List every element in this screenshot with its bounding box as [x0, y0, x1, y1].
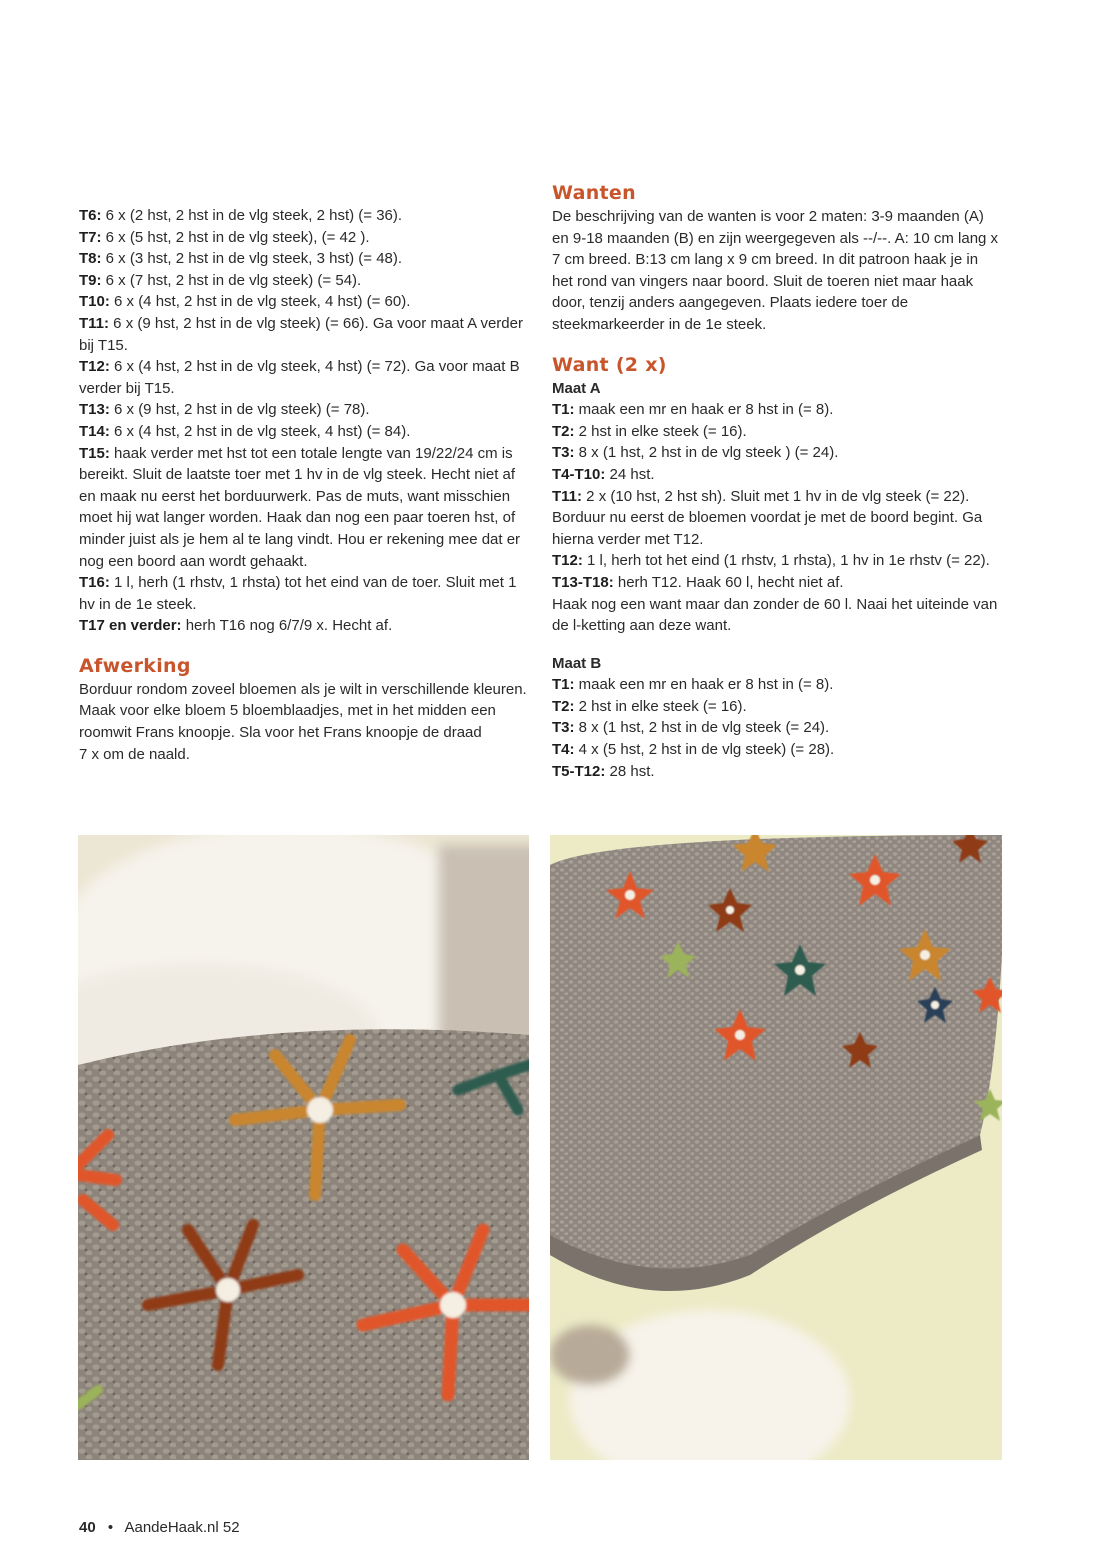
round-text: 6 x (9 hst, 2 hst in de vlg steek) (= 66). Ga voor maat A verder bij T15. — [79, 314, 523, 354]
round-text: herh T12. Haak 60 l, hecht niet af. — [613, 573, 844, 591]
round-text: 6 x (4 hst, 2 hst in de vlg steek, 4 hst) (= 60). — [109, 293, 411, 311]
round-row — [552, 550, 1002, 572]
afwerking-text-end: 7 x om de naald. — [79, 745, 190, 763]
photo-mitten — [550, 835, 1002, 1460]
left-column — [79, 205, 529, 765]
round-key: T12: — [79, 358, 110, 376]
round-text: maak een mr en haak er 8 hst in (= 8). — [574, 676, 834, 694]
hat-rounds-list — [79, 205, 529, 637]
page-number: 40 — [79, 1519, 96, 1536]
wanten-intro: De beschrijving van de wanten is voor 2 maten: 3-9 maanden (A) en 9-18 maanden (B) en zijn weergegeven als --/--. A: 10 cm lang x 7 cm breed. B:13 cm lang x 9 cm breed. In dit patroon haak je in het rond van vingers naar boord. Sluit de toeren niet maar haak door, tenzij anders aangegeven. Plaats iedere toer de steekmarkeerder in de 1e steek. — [552, 208, 999, 333]
round-text: 8 x (1 hst, 2 hst in de vlg steek (= 24). — [574, 719, 830, 737]
round-key: T16: — [79, 574, 110, 592]
afwerking-heading: Afwerking — [79, 654, 191, 677]
round-key: T2: — [552, 697, 575, 715]
round-row — [79, 313, 529, 356]
want-heading: Want (2 x) — [552, 353, 667, 376]
round-row — [79, 291, 529, 313]
afwerking-text: Borduur rondom zoveel bloemen als je wilt in verschillende kleuren. Maak voor elke bloem 5 bloemblaadjes, met in het midden een roomwit Frans knoopje. Sla voor het Frans knoopje de draad — [79, 680, 527, 742]
round-row — [79, 421, 529, 443]
round-key: T15: — [79, 444, 110, 462]
round-row — [552, 421, 1002, 443]
round-text: 6 x (7 hst, 2 hst in de vlg steek) (= 54). — [101, 271, 362, 289]
round-text: 6 x (5 hst, 2 hst in de vlg steek), (= 42 ). — [101, 228, 370, 246]
round-row — [79, 399, 529, 421]
round-text: 8 x (1 hst, 2 hst in de vlg steek ) (= 24). — [574, 444, 839, 462]
round-text: 1 l, herh (1 rhstv, 1 rhsta) tot het eind van de toer. Sluit met 1 hv in de 1e steek. — [79, 574, 517, 613]
round-text: 2 hst in elke steek (= 16). — [574, 697, 747, 715]
round-row — [79, 356, 529, 399]
round-row — [552, 486, 1002, 508]
maat-a-end: Haak nog een want maar dan zonder de 60 l. Naai het uiteinde van de l-ketting aan deze want. — [552, 595, 998, 635]
round-row — [79, 270, 529, 292]
round-key: T13: — [79, 401, 110, 419]
round-row — [552, 717, 1002, 739]
round-key: T17 en verder: — [79, 617, 182, 635]
round-row — [79, 572, 529, 615]
round-key: T7: — [79, 228, 102, 246]
page-footer — [79, 1519, 240, 1536]
round-text: 2 x (10 hst, 2 hst sh). Sluit met 1 hv in de vlg steek (= 22). — [582, 487, 970, 505]
round-row — [79, 227, 529, 249]
photo-hat-closeup — [78, 835, 529, 1460]
round-key: T11: — [552, 487, 583, 505]
round-row — [552, 761, 1002, 783]
round-text: 6 x (4 hst, 2 hst in de vlg steek, 4 hst) (= 84). — [109, 422, 411, 440]
magazine-name: AandeHaak.nl 52 — [124, 1519, 240, 1536]
round-key: T8: — [79, 250, 102, 268]
round-text: herh T16 nog 6/7/9 x. Hecht af. — [181, 617, 393, 635]
round-row — [552, 442, 1002, 464]
round-row — [552, 696, 1002, 718]
round-key: T9: — [79, 271, 102, 289]
round-row — [79, 205, 529, 227]
round-row — [552, 399, 1002, 421]
round-key: T6: — [79, 207, 102, 224]
round-key: T2: — [552, 422, 575, 440]
round-text: 6 x (2 hst, 2 hst in de vlg steek, 2 hst) (= 36). — [101, 207, 403, 224]
round-row — [552, 739, 1002, 761]
maat-a-heading: Maat A — [552, 379, 601, 397]
maat-a-rounds-2 — [552, 550, 1002, 593]
round-row — [79, 443, 529, 573]
round-key: T3: — [552, 719, 575, 737]
round-row — [552, 572, 1002, 594]
round-text: 6 x (4 hst, 2 hst in de vlg steek, 4 hst) (= 72). Ga voor maat B verder bij T15. — [79, 358, 520, 397]
round-text: 2 hst in elke steek (= 16). — [574, 422, 747, 440]
round-key: T11: — [79, 314, 110, 332]
round-text: 6 x (3 hst, 2 hst in de vlg steek, 3 hst) (= 48). — [101, 250, 403, 268]
round-text: haak verder met hst tot een totale lengte van 19/22/24 cm is bereikt. Sluit de laatste toer met 1 hv in de vlg steek. Hecht niet af en maak nu eerst het borduurwerk. Pas de muts, want misschien moet hij wat langer worden. Haak dan nog een paar toeren hst, of minder juist als je hem al te lang vindt. Hou er rekening mee dat er nog een boord aan wordt gehaakt. — [79, 444, 521, 570]
round-text: 4 x (5 hst, 2 hst in de vlg steek) (= 28). — [574, 741, 835, 759]
round-key: T10: — [79, 293, 110, 311]
wanten-heading: Wanten — [552, 182, 636, 204]
right-column — [552, 180, 1002, 782]
round-row — [552, 464, 1002, 486]
round-text: 1 l, herh tot het eind (1 rhstv, 1 rhsta), 1 hv in 1e rhstv (= 22). — [582, 552, 990, 570]
maat-b-rounds — [552, 674, 1002, 782]
round-row — [79, 248, 529, 270]
maat-a-note: Borduur nu eerst de bloemen voordat je met de boord begint. Ga hierna verder met T12. — [552, 509, 983, 548]
round-text: maak een mr en haak er 8 hst in (= 8). — [574, 401, 834, 419]
round-key: T13-T18: — [552, 573, 614, 591]
round-row — [552, 674, 1002, 696]
round-key: T3: — [552, 444, 575, 462]
maat-a-rounds — [552, 399, 1002, 507]
footer-bullet: • — [107, 1519, 114, 1536]
round-key: T12: — [552, 552, 583, 570]
round-key: T4-T10: — [552, 465, 606, 483]
round-key: T4: — [552, 741, 575, 759]
maat-b-heading: Maat B — [552, 654, 602, 672]
round-text: 24 hst. — [605, 465, 655, 483]
round-row — [79, 615, 529, 637]
round-key: T1: — [552, 676, 575, 694]
round-key: T14: — [79, 422, 110, 440]
round-key: T1: — [552, 401, 575, 419]
round-key: T5-T12: — [552, 762, 606, 780]
round-text: 28 hst. — [605, 762, 655, 780]
round-text: 6 x (9 hst, 2 hst in de vlg steek) (= 78). — [109, 401, 370, 419]
